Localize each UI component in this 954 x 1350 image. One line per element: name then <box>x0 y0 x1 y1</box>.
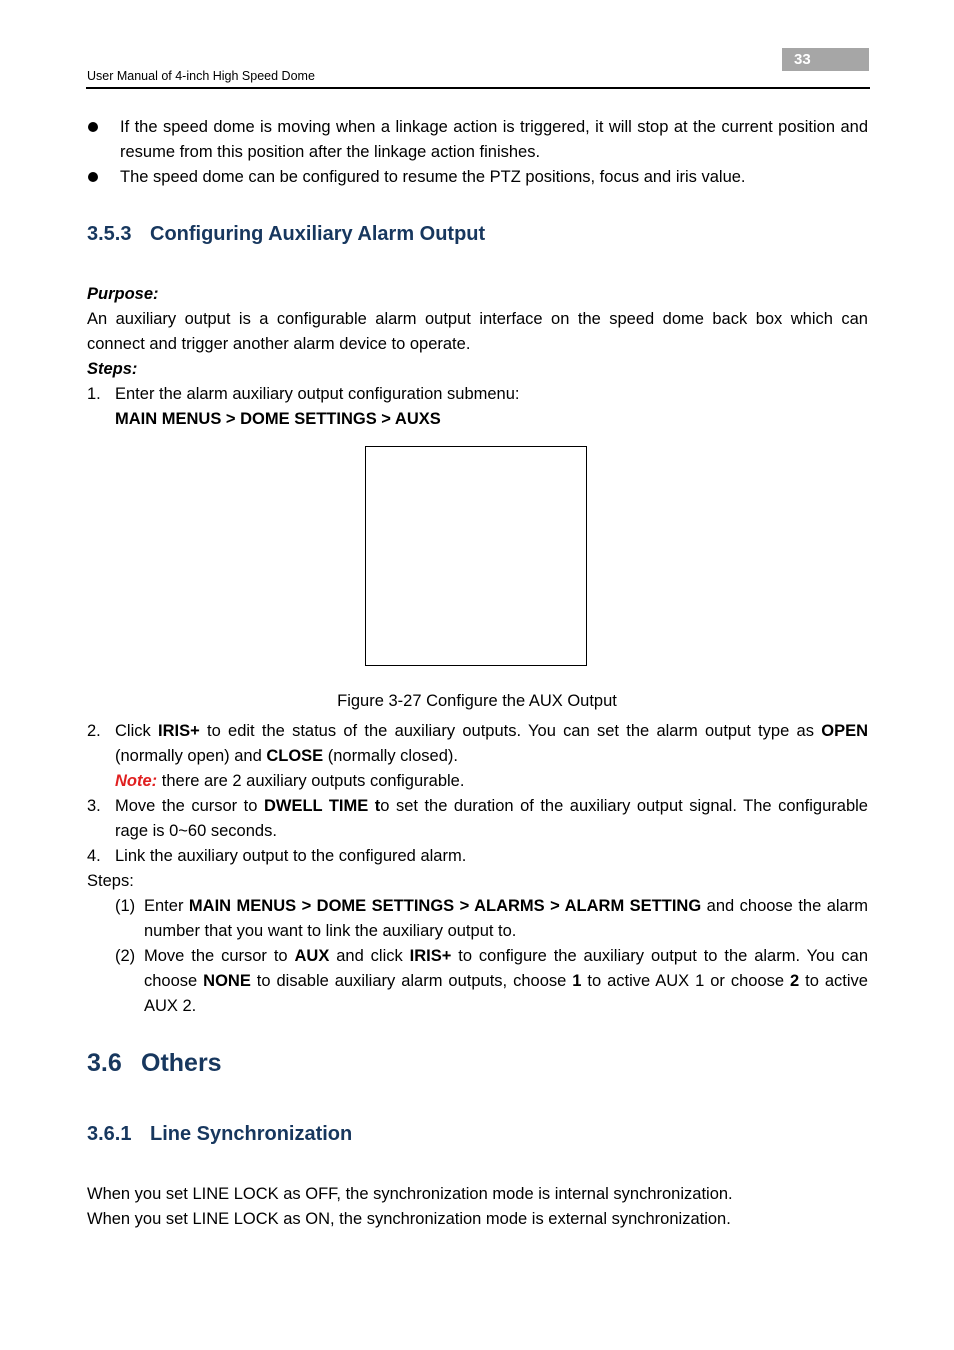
heading-number: 3.6.1 <box>87 1123 132 1145</box>
page-number: 33 <box>782 48 869 71</box>
step-number: 2. <box>87 722 101 740</box>
header-divider <box>86 87 870 89</box>
heading-title: Others <box>141 1049 222 1077</box>
substep-1-text: Enter MAIN MENUS > DOME SETTINGS > ALARMS > ALARM SETTING and choose the alarm number that you want to link the auxiliary output to. <box>144 897 868 940</box>
figure-caption: Figure 3-27 Configure the AUX Output <box>337 692 617 710</box>
steps-label: Steps: <box>87 360 138 378</box>
step-number: 3. <box>87 797 101 815</box>
bullet-icon <box>88 172 98 182</box>
bullet-text: If the speed dome is moving when a linkage action is triggered, it will stop at the current position and resume from this position after the linkage action finishes. <box>120 118 868 161</box>
note: Note: there are 2 auxiliary outputs configurable. <box>115 772 465 790</box>
heading-number: 3.5.3 <box>87 223 132 245</box>
section-heading-3-6-1 <box>87 1123 352 1146</box>
step-4-text: Link the auxiliary output to the configured alarm. <box>115 847 467 865</box>
step-3-text: Move the cursor to DWELL TIME to set the duration of the auxiliary output signal. The configurable rage is 0~60 seconds. <box>115 797 868 840</box>
bullet-text: The speed dome can be configured to resume the PTZ positions, focus and iris value. <box>120 168 746 186</box>
step-number: 1. <box>87 385 101 403</box>
line-lock-off-text: When you set LINE LOCK as OFF, the synchronization mode is internal synchronization. <box>87 1185 733 1203</box>
section-heading-3-5-3 <box>87 223 485 246</box>
running-header: User Manual of 4-inch High Speed Dome <box>87 69 315 83</box>
step-number: 4. <box>87 847 101 865</box>
section-heading-3-6 <box>87 1049 222 1078</box>
heading-title: Line Synchronization <box>150 1123 353 1145</box>
substep-number: (2) <box>115 947 136 965</box>
substep-number: (1) <box>115 897 136 915</box>
heading-title: Configuring Auxiliary Alarm Output <box>150 223 486 245</box>
line-lock-on-text: When you set LINE LOCK as ON, the synchronization mode is external synchronization. <box>87 1210 731 1228</box>
menu-path: MAIN MENUS > DOME SETTINGS > AUXS <box>115 410 441 428</box>
heading-number: 3.6 <box>87 1049 122 1077</box>
step-2-text: Click IRIS+ to edit the status of the auxiliary outputs. You can set the alarm output type as OPEN (normally open) and CLOSE (normally closed). <box>115 722 868 765</box>
substep-2-text: Move the cursor to AUX and click IRIS+ to configure the auxiliary output to the alarm. You can choose NONE to disable auxiliary alarm outputs, choose 1 to active AUX 1 or choose 2 to active AUX 2. <box>144 947 868 1015</box>
note-label: Note: <box>115 772 158 790</box>
substeps-label: Steps: <box>87 872 134 890</box>
purpose-label: Purpose: <box>87 285 159 303</box>
step-1-text: Enter the alarm auxiliary output configuration submenu: <box>115 385 520 403</box>
figure-image-placeholder <box>365 446 587 666</box>
bullet-icon <box>88 122 98 132</box>
purpose-text: An auxiliary output is a configurable alarm output interface on the speed dome back box which can connect and trigger another alarm device to operate. <box>87 310 868 353</box>
